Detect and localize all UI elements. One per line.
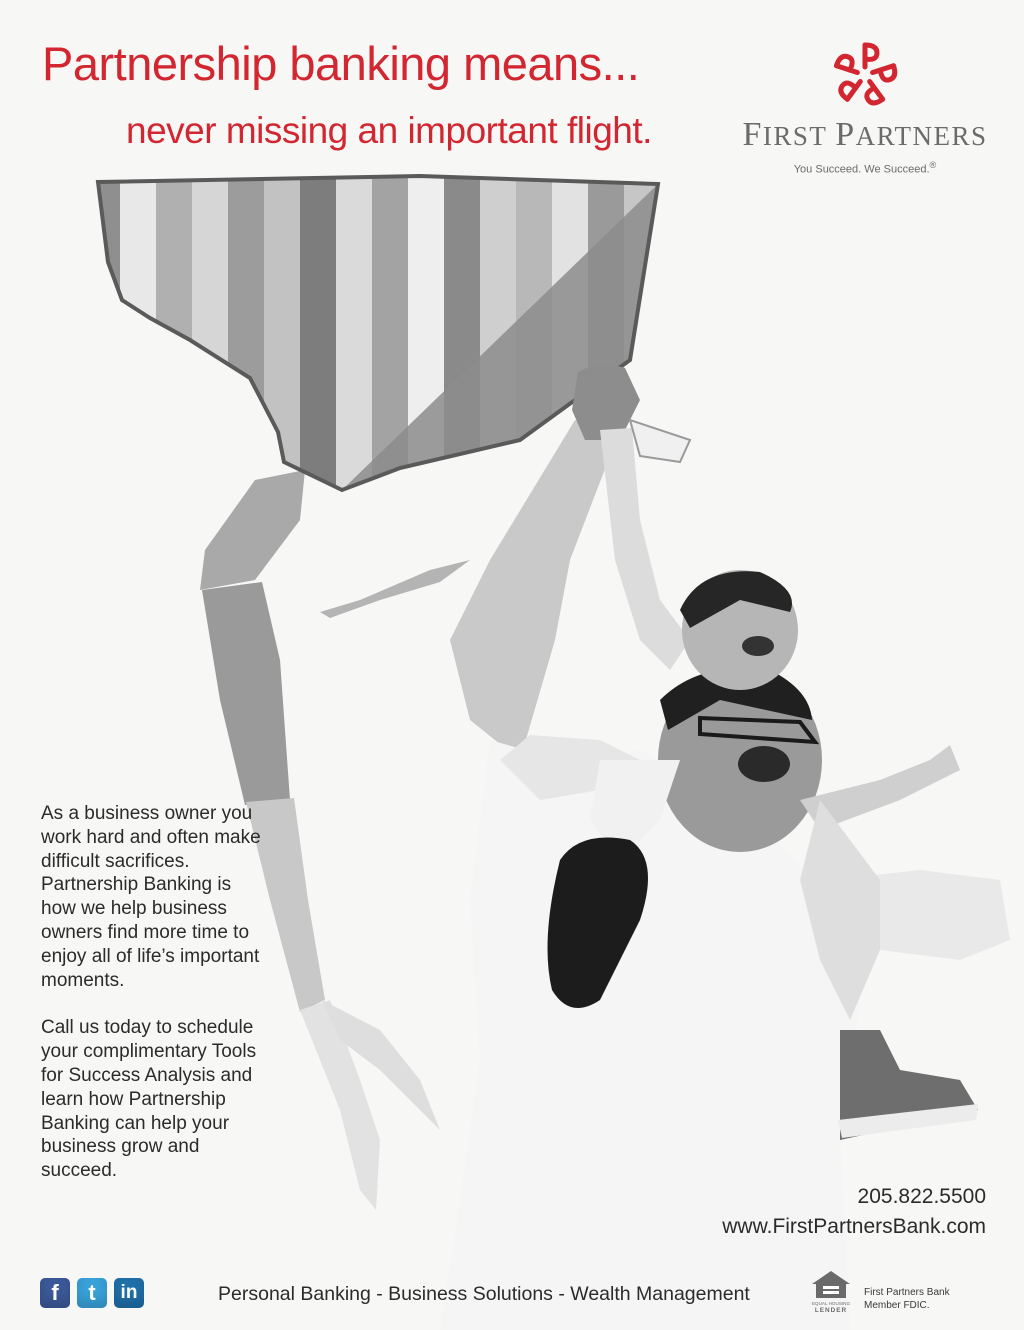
body-paragraph-2: Call us today to schedule your complimentary Tools for Success Analysis and learn how Partnership Banking can help your business grow and succeed. [41, 1017, 257, 1182]
body-paragraph-1: As a business owner you work hard and often make difficult sacrifices. Partnership Banking is how we help business owners find more time to enjoy all of life’s important moments. [41, 803, 261, 991]
twitter-icon[interactable]: t [77, 1278, 107, 1308]
first-partners-logo[interactable] [740, 40, 990, 176]
contact-block [722, 1182, 986, 1242]
brand-tagline [740, 160, 990, 176]
brand-name [740, 116, 990, 154]
phone-number[interactable]: 205.822.5500 [857, 1185, 986, 1208]
first-partners-p-pinwheel-icon [830, 40, 900, 110]
social-links [40, 1278, 144, 1308]
fdic-member: Member FDIC. [864, 1300, 930, 1311]
headline: Partnership banking means... [42, 37, 640, 90]
brand-word-first: IRST [762, 121, 827, 151]
linkedin-icon[interactable]: in [114, 1278, 144, 1308]
subheadline: never missing an important flight. [126, 110, 652, 151]
ehl-line-2: LENDER [814, 1307, 848, 1314]
brand-initial-f: F [742, 116, 763, 153]
services-line: Personal Banking - Business Solutions - Wealth Management [218, 1283, 750, 1305]
ehl-line-1: EQUAL HOUSING [811, 1301, 851, 1306]
fdic-bank-name: First Partners Bank [864, 1287, 950, 1298]
fdic-notice [864, 1286, 950, 1312]
tagline-text: You Succeed. We Succeed. [793, 163, 930, 176]
body-copy [41, 802, 271, 1207]
registered-mark: ® [929, 160, 937, 170]
brand-initial-p: P [835, 116, 856, 153]
website-link[interactable]: www.FirstPartnersBank.com [722, 1215, 986, 1238]
facebook-icon[interactable]: f [40, 1278, 70, 1308]
brand-word-partners: ARTNERS [855, 121, 988, 151]
equal-housing-lender-icon [808, 1268, 854, 1314]
